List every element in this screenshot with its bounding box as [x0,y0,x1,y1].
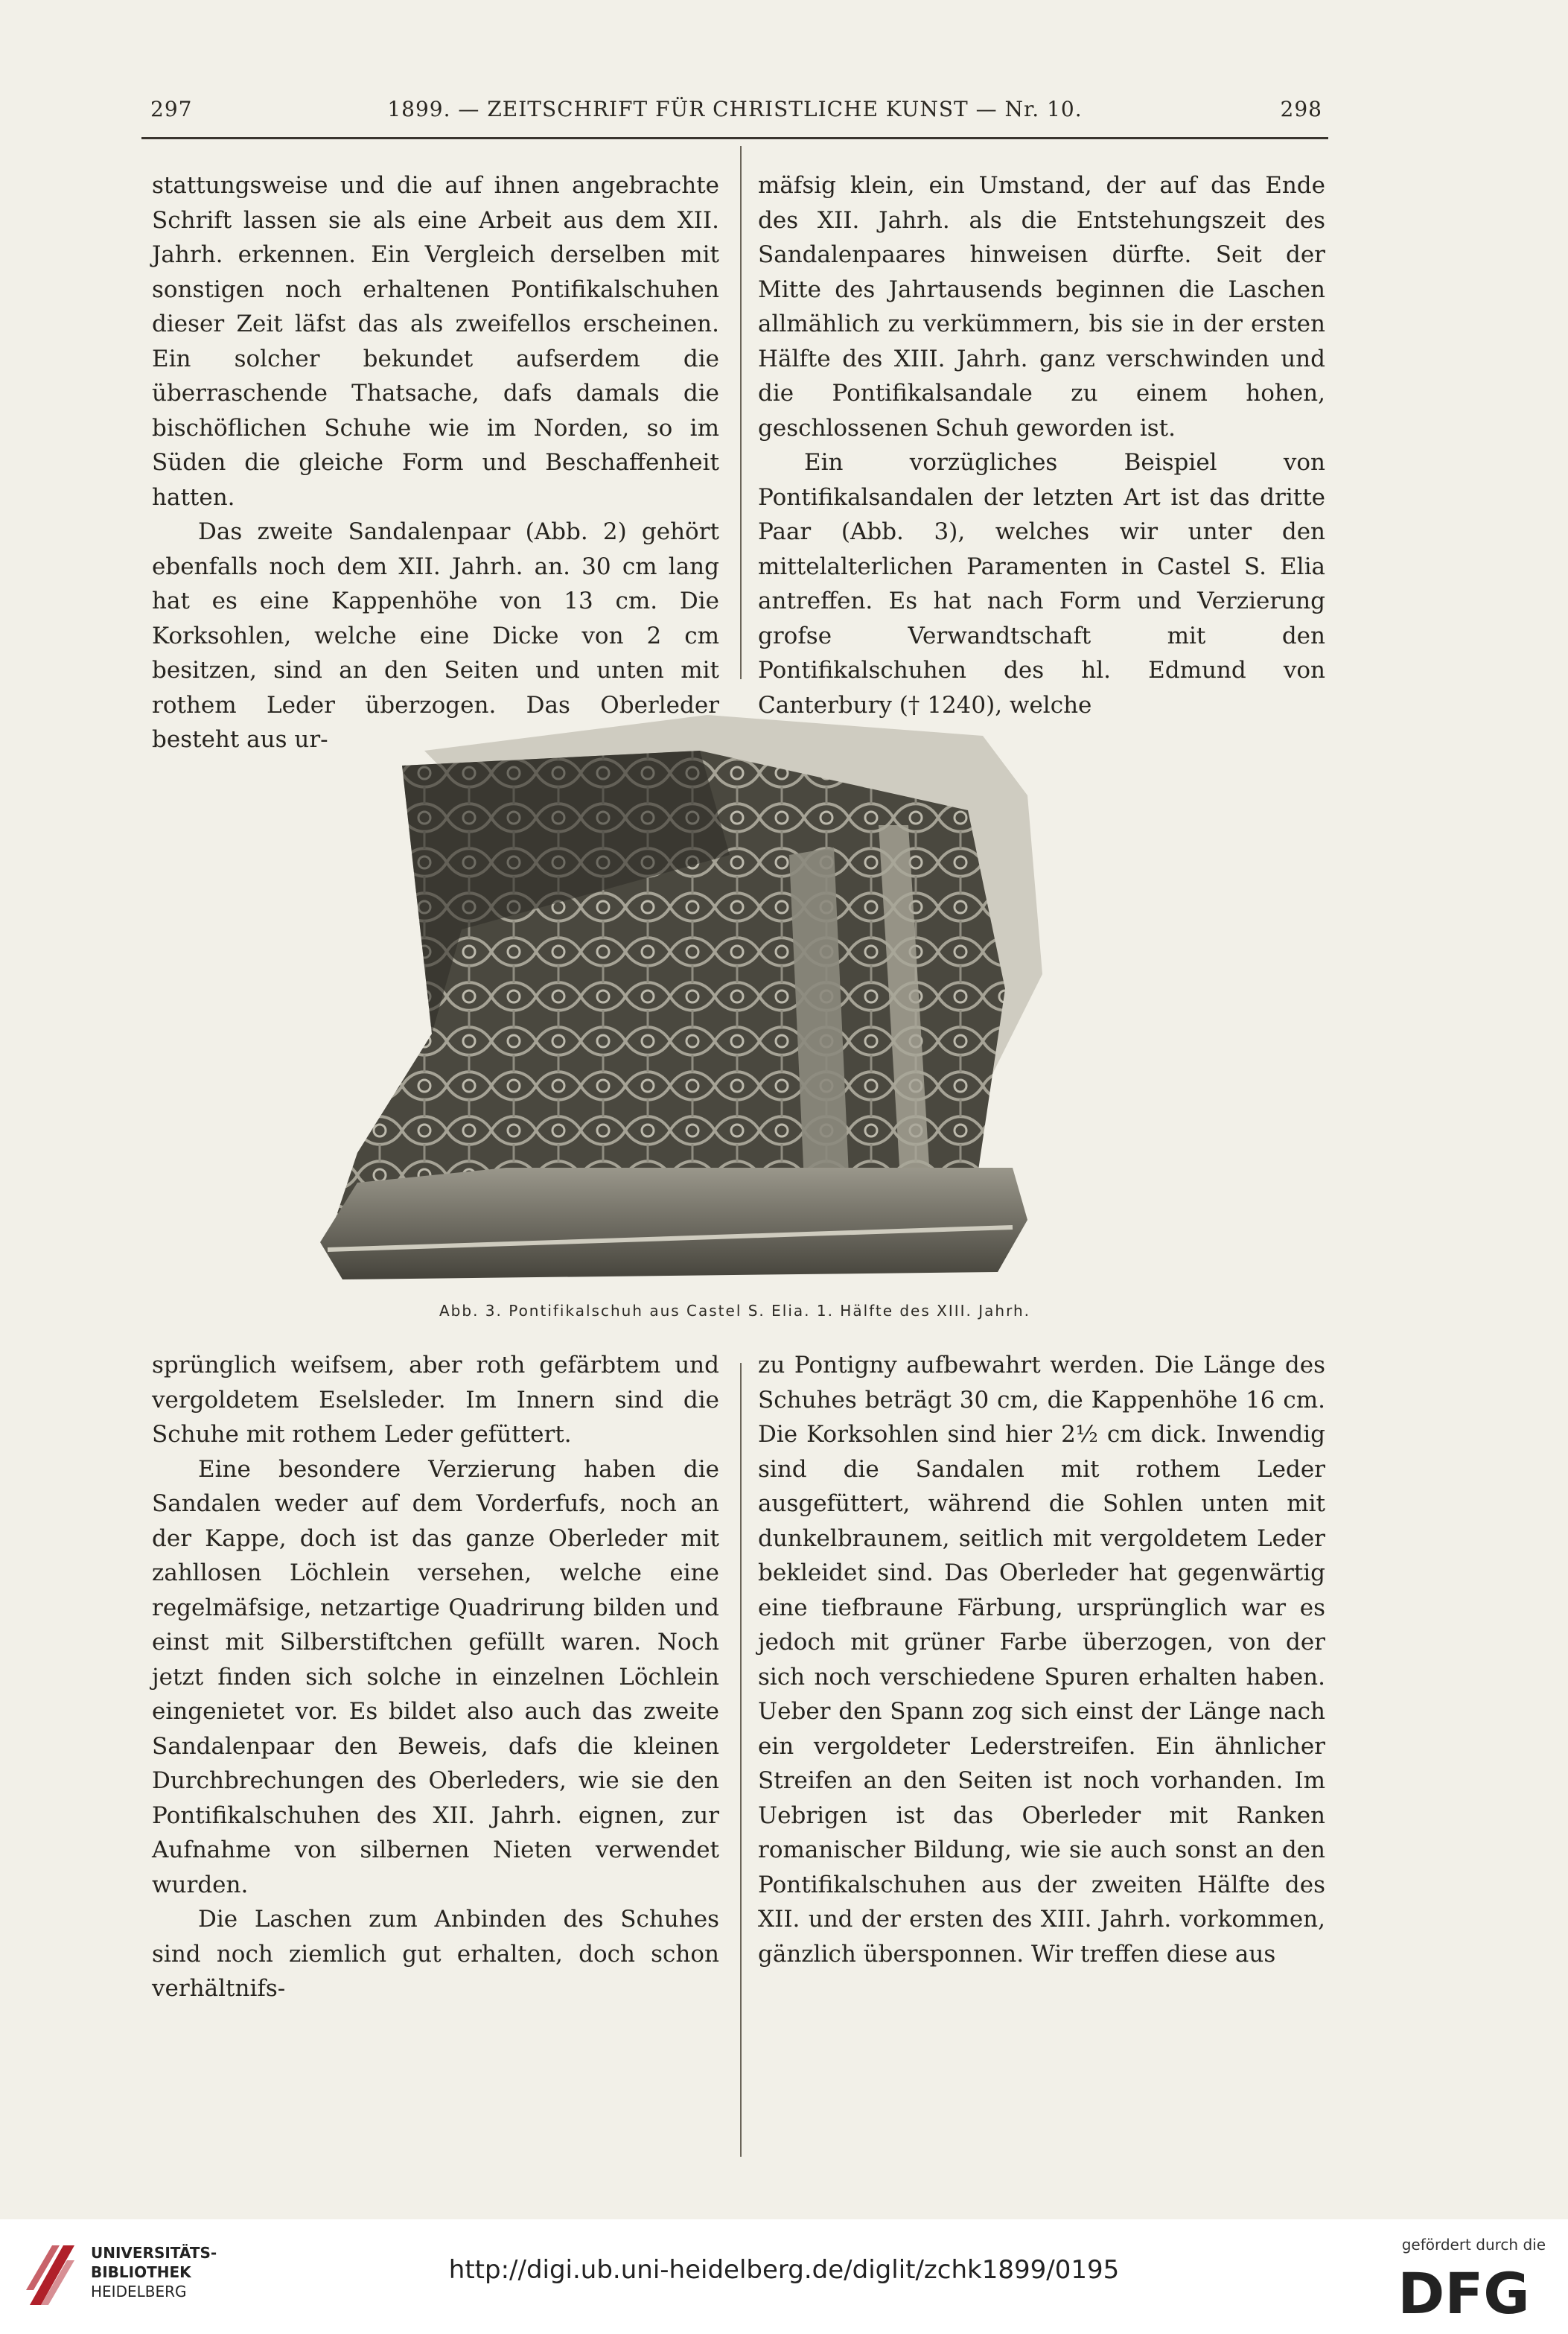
upper-left-column [152,168,719,757]
library-name: UNIVERSITÄTS- BIBLIOTHEK HEIDELBERG [91,2244,217,2300]
page-number-left: 297 [150,97,193,121]
lower-right-column [758,1348,1325,1971]
page-number-right: 298 [1280,97,1322,121]
paragraph: zu Pontigny aufbewahrt werden. Die Länge des Schuhes beträgt 30 cm, die Kappenhöhe 16 cm. Die Korksohlen sind hier 2½ cm dick. Inwendig sind die Sandalen mit rothem Leder ausgefüttert, während die Sohlen unten mit dunkelbraunem, seitlich mit vergoldetem Leder bekleidet sind. Das Oberleder hat gegenwärtig eine tiefbraune Färbung, ursprünglich war es jedoch mit grüner Farbe überzogen, von der sich noch verschiedene Spuren erhalten haben. Ueber den Spann zog sich einst der Länge nach ein vergoldeter Lederstreifen. Ein ähnlicher Streifen an den Seiten ist noch vorhanden. Im Uebrigen ist das Oberleder mit Ranken romanischer Bildung, wie sie auch sonst an den Pontifikalschuhen aus der zweiten Hälfte des XII. und der ersten des XIII. Jahrh. vorkommen, gänzlich übersponnen. Wir treffen diese aus [758,1352,1325,1968]
permalink-url[interactable]: http://digi.ub.uni-heidelberg.de/diglit/zchk1899/0195 [448,2255,1120,2285]
column-divider [740,1363,742,2157]
funding-note: gefördert durch die [1401,2236,1546,2254]
dfg-logo-icon [1382,2263,1546,2322]
paragraph: Ein vorzügliches Beispiel von Pontifikalsandalen der letzten Art ist das dritte Paar (Abb. 3), welches wir unter den mittelalterlichen Paramenten in Castel S. Elia antreffen. Es hat nach Form und Verzierung grofse Verwandtschaft mit den Pontifikalschuhen des hl. Edmund von Canterbury († 1240), welche [758,449,1325,719]
paragraph: Die Laschen zum Anbinden des Schuhes sind noch ziemlich gut erhalten, doch schon verhältnifs- [152,1906,719,2002]
paragraph: stattungsweise und die auf ihnen angebrachte Schrift lassen sie als eine Arbeit aus dem XII. Jahrh. erkennen. Ein Vergleich derselben mit sonstigen noch erhaltenen Pontifikalschuhen dieser Zeit läfst das als zweifellos erscheinen. Ein solcher bekundet aufserdem die überraschende Thatsache, dafs damals die bischöflichen Schuhe wie im Norden, so im Süden die gleiche Form und Beschaffenheit hatten. [152,172,719,511]
lower-left-column [152,1348,719,2006]
paragraph: Eine besondere Verzierung haben die Sandalen weder auf dem Vorderfufs, noch an der Kappe, doch ist das ganze Oberleder mit zahllosen Löchlein versehen, welche eine regelmäfsige, netzartige Quadrirung bilden und einst mit Silberstiftchen gefüllt waren. Noch jetzt finden sich solche in einzelnen Löchlein eingenietet vor. Es bildet also auch das zweite Sandalenpaar den Beweis, dafs die kleinen Durchbrechungen des Oberleders, wie sie den Pontifikalschuhen des XII. Jahrh. eignen, zur Aufnahme von silbernen Nieten verwendet wurden. [152,1455,719,1898]
shoe-photograph [313,706,1161,1287]
header-rule [141,137,1328,139]
running-header [141,97,1328,130]
upper-right-column [758,168,1325,722]
svg-text:DFG: DFG [1398,2263,1530,2322]
figure-caption: Abb. 3. Pontifikalschuh aus Castel S. Elia. 1. Hälfte des XIII. Jahrh. [439,1302,1030,1320]
column-divider [740,146,742,679]
journal-title: 1899. — ZEITSCHRIFT FÜR CHRISTLICHE KUNST — Nr. 10. [387,97,1083,121]
paragraph: Das zweite Sandalenpaar (Abb. 2) gehört ebenfalls noch dem XII. Jahrh. an. 30 cm lang hat es eine Kappenhöhe von 13 cm. Die Korksohlen, welche eine Dicke von 2 cm besitzen, sind an den Seiten und unten mit rothem Leder überzogen. Das Oberleder besteht aus ur- [152,518,719,753]
paragraph: mäfsig klein, ein Umstand, der auf das Ende des XII. Jahrh. als die Entstehungszeit des Sandalenpaares hinweisen dürfte. Seit der Mitte des Jahrtausends beginnen die Laschen allmählich zu verkümmern, bis sie in der ersten Hälfte des XIII. Jahrh. ganz verschwinden und die Pontifikalsandale zu einem hohen, geschlossenen Schuh geworden ist. [758,172,1325,442]
digitization-footer [0,2219,1568,2334]
paragraph: sprünglich weifsem, aber roth gefärbtem und vergoldetem Eselsleder. Im Innern sind die Schuhe mit rothem Leder gefüttert. [152,1352,719,1448]
